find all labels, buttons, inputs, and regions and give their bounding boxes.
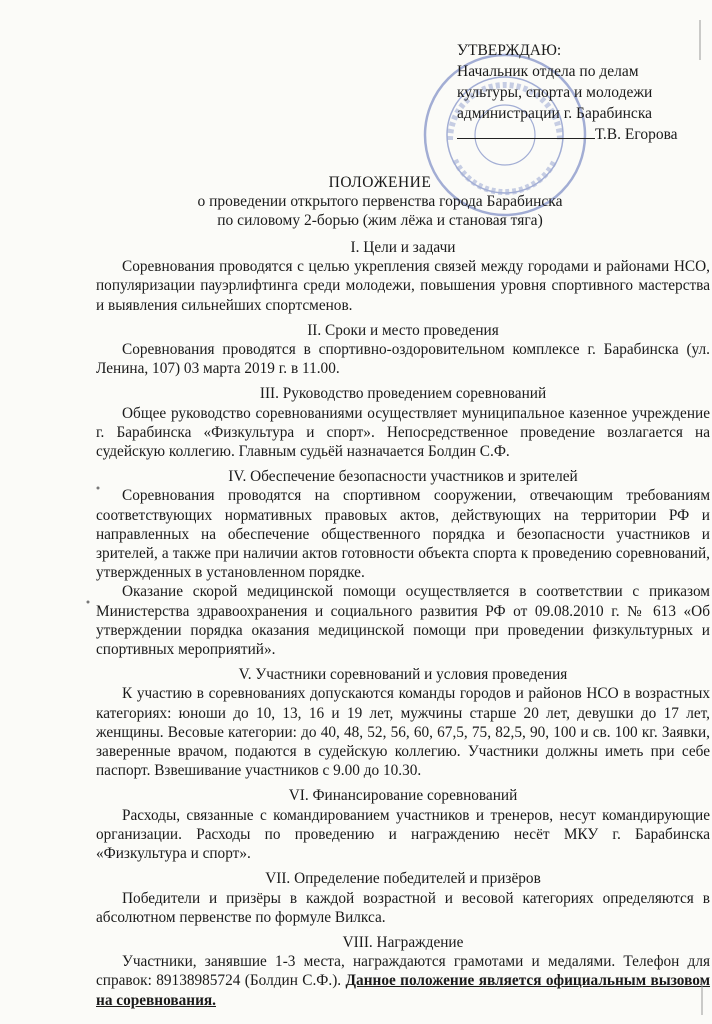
section-6 xyxy=(96,786,710,863)
document-title xyxy=(130,173,630,230)
section-paragraph: Соревнования проводятся с целью укрепления связей между городами и районами НСО, популяризации пауэрлифтинга среди молодежи, повышения уровня спортивного мастерства и выявления сильнейших спортсменов. xyxy=(96,258,710,314)
section-paragraph: Победители и призёры в каждой возрастной и весовой категориях определяются в абсолютном первенстве по формуле Вилкса. xyxy=(96,889,710,926)
document-body xyxy=(96,238,710,1016)
title-line-3: по силовому 2-борью (жим лёжа и становая тяга) xyxy=(217,212,543,229)
title-main: ПОЛОЖЕНИЕ xyxy=(328,174,432,191)
approval-line-2: культуры, спорта и молодежи xyxy=(457,84,653,101)
section-4 xyxy=(96,467,710,659)
section-heading: VII. Определение победителей и призёров xyxy=(265,870,541,888)
section-8 xyxy=(96,933,710,1010)
section-heading: I. Цели и задачи xyxy=(350,239,456,256)
section-heading: II. Сроки и место проведения xyxy=(307,321,499,339)
section-heading: VIII. Награждение xyxy=(342,933,464,951)
approval-block xyxy=(457,40,707,145)
section-heading: VI. Финансирование соревнований xyxy=(288,787,518,805)
approval-heading: УТВЕРЖДАЮ: xyxy=(457,42,562,59)
section-5 xyxy=(96,665,710,780)
section-1 xyxy=(96,238,710,315)
signature-line xyxy=(457,124,707,145)
section-paragraph: Оказание скорой медицинской помощи осуществляется в соответствии с приказом Министерства здравоохранения и социального развития РФ от 09.08.2010 г. № 613 «Об утверждении порядка оказания медицинской помощи при проведении физкультурных и спортивных мероприятий». xyxy=(96,583,710,659)
signature-blank xyxy=(457,124,595,139)
section-paragraph: Расходы, связанные с командированием участников и тренеров, несут командирующие организации. Расходы по проведению и награждению несёт МКУ г. Барабинска «Физкультура и спорт». xyxy=(96,806,710,863)
title-line-2: о проведении открытого первенства города Барабинска xyxy=(197,193,563,210)
section-heading: IV. Обеспечение безопасности участников и зрителей xyxy=(228,468,578,486)
section-2 xyxy=(96,321,710,379)
section-paragraph: Соревнования проводятся на спортивном сооружении, отвечающим требованиям соответствующих нормативных правовых актов, действующих на территории РФ и направленных на обеспечение общественного порядка и безопасности участников и зрителей, а также при наличии актов готовности объекта спорта к проведению соревнований, утвержденных в установленном порядке. xyxy=(96,487,710,582)
awards-text: Участники, занявшие 1-3 места, награждаются грамотами и медалями. Телефон для справок: 89138985724 (Болдин С.Ф.). xyxy=(96,953,710,990)
section-paragraph: К участию в соревнованиях допускаются команды городов и районов НСО в возрастных категориях: юноши до 10, 13, 16 и 19 лет, мужчины старше 20 лет, девушки до 17 лет, женщины. Весовые категории: до 40, 48, 52, 56, 60, 67,5, 75, 82,5, 90, 100 и св. 100 кг. Заявки, заверенные врачом, подаются в судейскую коллегию. Участники должны иметь при себе паспорт. Взвешивание участников с 9.00 до 10.30. xyxy=(96,685,710,780)
signatory-name: Т.В. Егорова xyxy=(595,126,678,143)
section-3 xyxy=(96,384,710,461)
section-paragraph xyxy=(96,952,710,1010)
section-7 xyxy=(96,869,710,927)
section-paragraph: Соревнования проводятся в спортивно-оздоровительном комплексе г. Барабинска (ул. Ленина, 107) 03 марта 2019 г. в 11.00. xyxy=(96,341,710,378)
section-heading: III. Руководство проведением соревнований xyxy=(259,385,547,403)
section-paragraph: Общее руководство соревнованиями осуществляет муниципальное казенное учреждение г. Барабинска «Физкультура и спорт». Непосредственное проведение возлагается на судейскую коллегию. Главным судьёй назначается Болдин С.Ф. xyxy=(96,404,710,461)
approval-line-1: Начальник отдела по делам xyxy=(457,63,639,80)
official-call-emphasis: Данное положение является официальным вызовом на соревнования. xyxy=(96,972,711,1009)
section-heading: V. Участники соревнований и условия проведения xyxy=(238,666,568,684)
approval-line-3: администрации г. Барабинска xyxy=(457,105,652,122)
